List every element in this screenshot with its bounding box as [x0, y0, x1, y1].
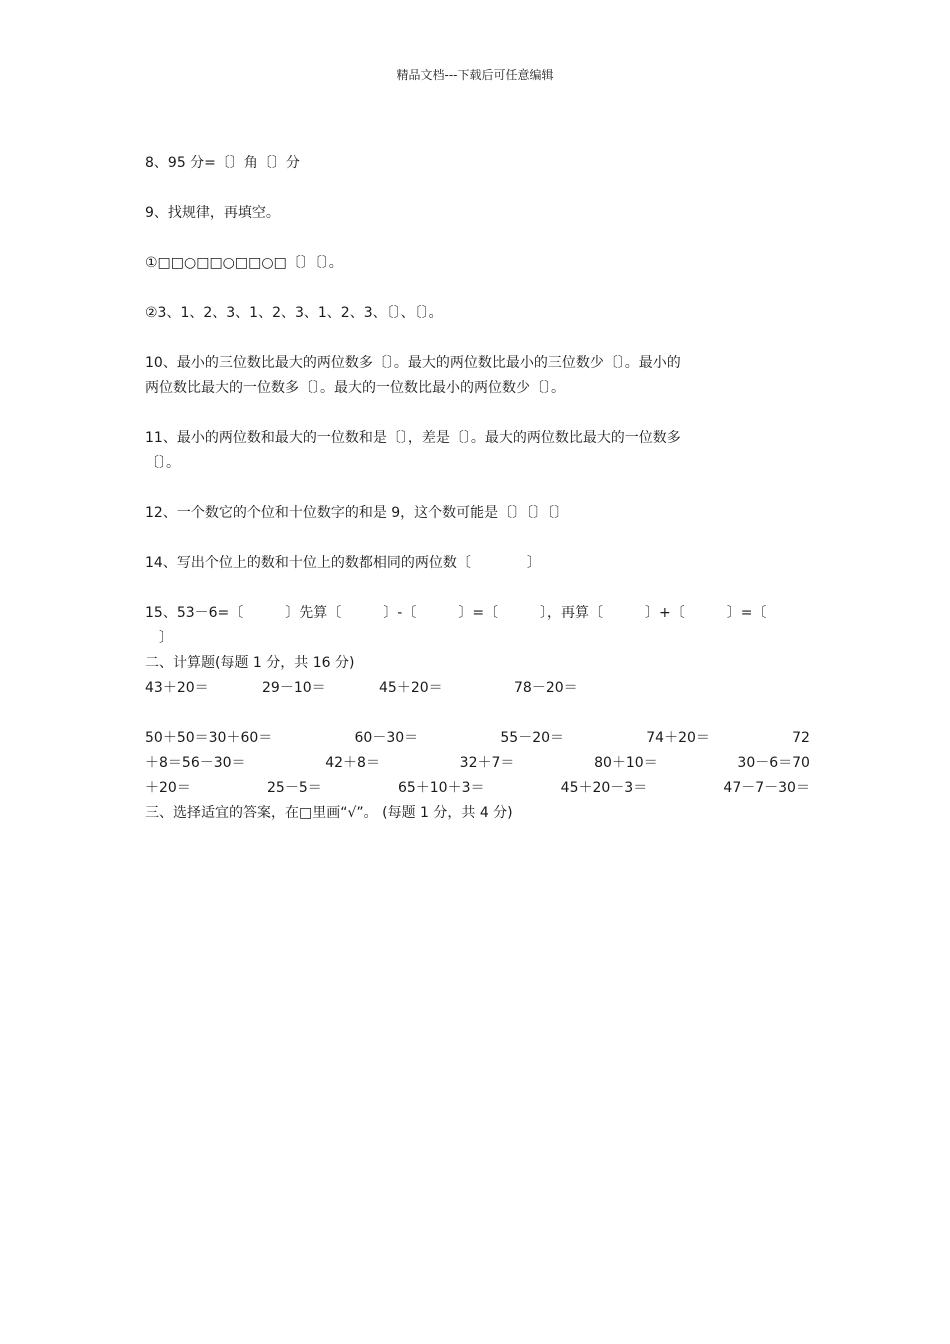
calc-row-4 [145, 776, 810, 801]
calc-item: 25－5＝ [267, 780, 322, 796]
calc-row-2 [145, 726, 810, 751]
calc-item: 74＋20＝ [646, 730, 710, 746]
calc-item: 47－7－30＝ [723, 780, 810, 796]
question-11-line-1: 11、最小的两位数和最大的一位数和是〔〕，差是〔〕。最大的两位数比最大的一位数多 [145, 430, 681, 446]
calc-item: 45＋20＝ [379, 680, 443, 696]
calc-item: 72 [792, 730, 810, 746]
section-3-heading: 三、选择适宜的答案，在□里画“√”。 (每题 1 分，共 4 分) [145, 805, 513, 821]
question-15-line-1: 15、53－6=〔 〕先算〔 〕-〔 〕=〔 〕，再算〔 〕+〔 〕=〔 [145, 605, 767, 621]
calc-item: 45＋20－3＝ [560, 780, 648, 796]
calc-row-3 [145, 751, 810, 776]
calc-item: 43＋20＝ [145, 680, 209, 696]
calc-item: 29－10＝ [262, 680, 326, 696]
question-10-line-2: 两位数比最大的一位数多〔〕。最大的一位数比最小的两位数少〔〕。 [145, 380, 565, 396]
calc-item: 42＋8＝ [325, 755, 380, 771]
question-12: 12、一个数它的个位和十位数字的和是 9，这个数可能是〔〕〔〕〔〕 [145, 505, 569, 521]
calc-item: ＋20＝ [145, 780, 191, 796]
page-header: 精品文档---下载后可任意编辑 [396, 68, 554, 82]
calc-item: 50＋50＝30＋60＝ [145, 730, 273, 746]
calc-item: 55－20＝ [500, 730, 565, 746]
calc-item: 65＋10＋3＝ [397, 780, 485, 796]
question-9: 9、找规律，再填空。 [145, 205, 280, 221]
calc-item: 60－30＝ [354, 730, 419, 746]
calc-item: 32＋7＝ [459, 755, 515, 771]
calc-item: 78－20＝ [514, 680, 578, 696]
calc-item: 80＋10＝ [594, 755, 658, 771]
question-9-part-1: ①□□○□□○□□○□〔〕〔〕。 [145, 255, 343, 271]
calc-item: 30－6＝70 [737, 755, 810, 771]
calc-row-1 [145, 676, 810, 701]
question-9-part-2: ②3、1、2、3、1、2、3、1、2、3、〔〕、〔〕。 [145, 305, 443, 321]
question-10-line-1: 10、最小的三位数比最大的两位数多〔〕。最大的两位数比最小的三位数少〔〕。最小的 [145, 355, 681, 371]
question-8: 8、95 分=〔〕角〔〕分 [145, 155, 300, 171]
question-11-line-2: 〔〕。 [145, 455, 180, 471]
section-2-heading: 二、计算题(每题 1 分，共 16 分) [145, 655, 355, 671]
question-14: 14、写出个位上的数和十位上的数都相同的两位数〔 〕 [145, 555, 541, 571]
calc-item: ＋8＝56－30＝ [145, 755, 246, 771]
question-15-line-2: 〕 [145, 630, 173, 646]
worksheet-content [145, 151, 810, 826]
